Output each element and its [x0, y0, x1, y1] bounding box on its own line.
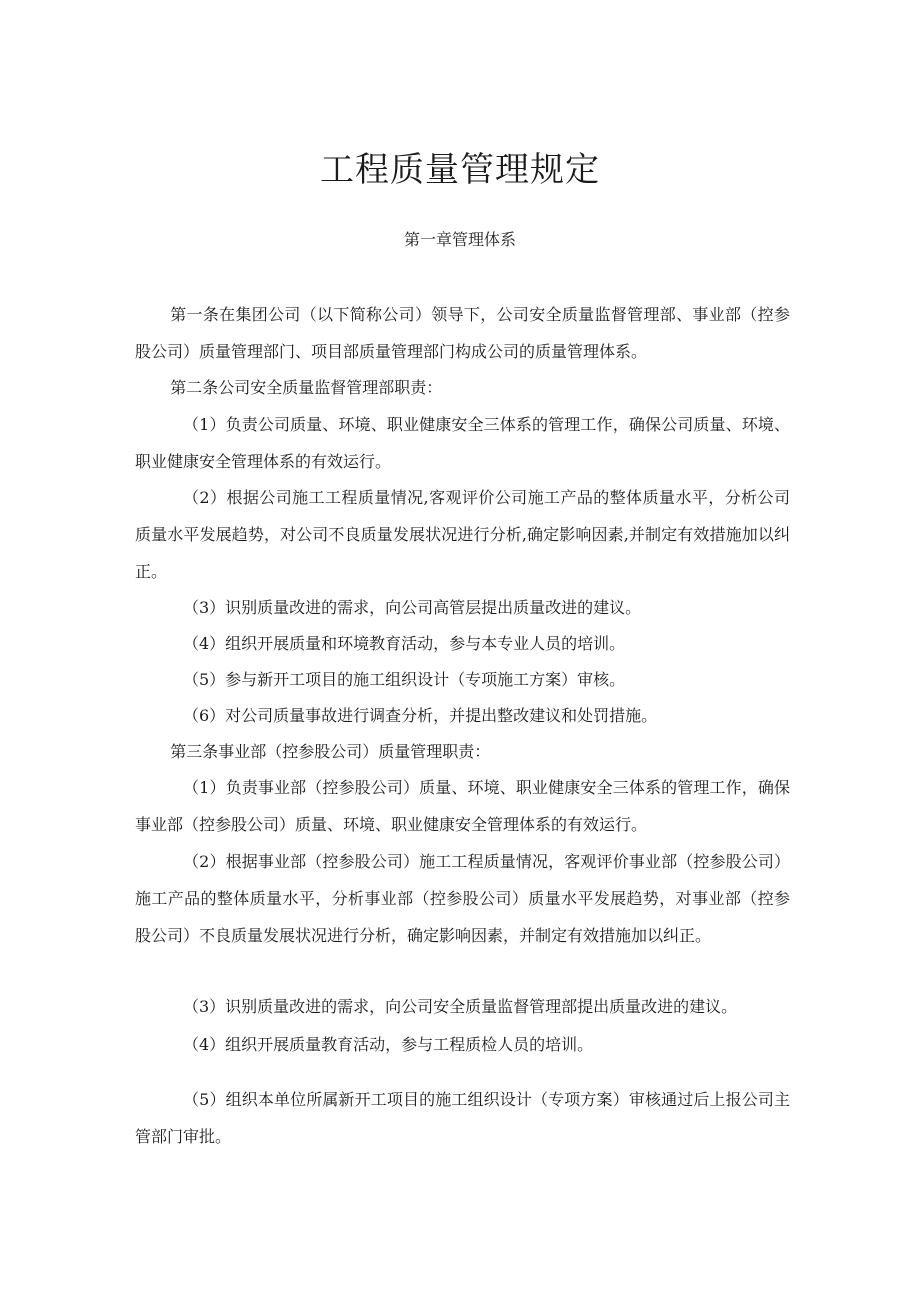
article-3-item-1: （1）负责事业部（控参股公司）质量、环境、职业健康安全三体系的管理工作，确保事业部（控参股公司）质量、环境、职业健康安全管理体系的有效运行。	[135, 778, 790, 834]
article-2-item-4: （4）组织开展质量和环境教育活动，参与本专业人员的培训。	[183, 634, 626, 653]
article-2-heading: 第二条公司安全质量监督管理部职责：	[170, 378, 443, 397]
article-2-item-1: （1）负责公司质量、环境、职业健康安全三体系的管理工作，确保公司质量、环境、职业健康安全管理体系的有效运行。	[135, 415, 790, 471]
article-2-item-6: （6）对公司质量事故进行调查分析，并提出整改建议和处罚措施。	[183, 706, 658, 725]
article-3-item-5: （5）组织本单位所属新开工项目的施工组织设计（专项方案）审核通过后上报公司主管部门审批。	[135, 1090, 790, 1146]
document-title: 工程质量管理规定	[320, 150, 600, 190]
article-3-item-4: （4）组织开展质量教育活动，参与工程质检人员的培训。	[183, 1035, 594, 1054]
article-1: 第一条在集团公司（以下简称公司）领导下，公司安全质量监督管理部、事业部（控参股公司）质量管理部门、项目部质量管理部门构成公司的质量管理体系。	[135, 305, 790, 361]
article-3-heading: 第三条事业部（控参股公司）质量管理职责：	[170, 742, 491, 761]
article-2-item-2: （2）根据公司施工工程质量情况,客观评价公司施工产品的整体质量水平，分析公司质量水平发展趋势，对公司不良质量发展状况进行分析,确定影响因素,并制定有效措施加以纠正。	[135, 488, 790, 581]
article-3-item-3: （3）识别质量改进的需求，向公司安全质量监督管理部提出质量改进的建议。	[183, 997, 738, 1016]
article-2-item-3: （3）识别质量改进的需求，向公司高管层提出质量改进的建议。	[183, 598, 642, 617]
chapter-heading: 第一章管理体系	[403, 230, 516, 249]
article-3-item-2: （2）根据事业部（控参股公司）施工工程质量情况，客观评价事业部（控参股公司）施工产品的整体质量水平，分析事业部（控参股公司）质量水平发展趋势，对事业部（控参股公司）不良质量发展状况进行分析，确定影响因素，并制定有效措施加以纠正。	[135, 852, 790, 945]
article-2-item-5: （5）参与新开工项目的施工组织设计（专项施工方案）审核。	[183, 670, 626, 689]
